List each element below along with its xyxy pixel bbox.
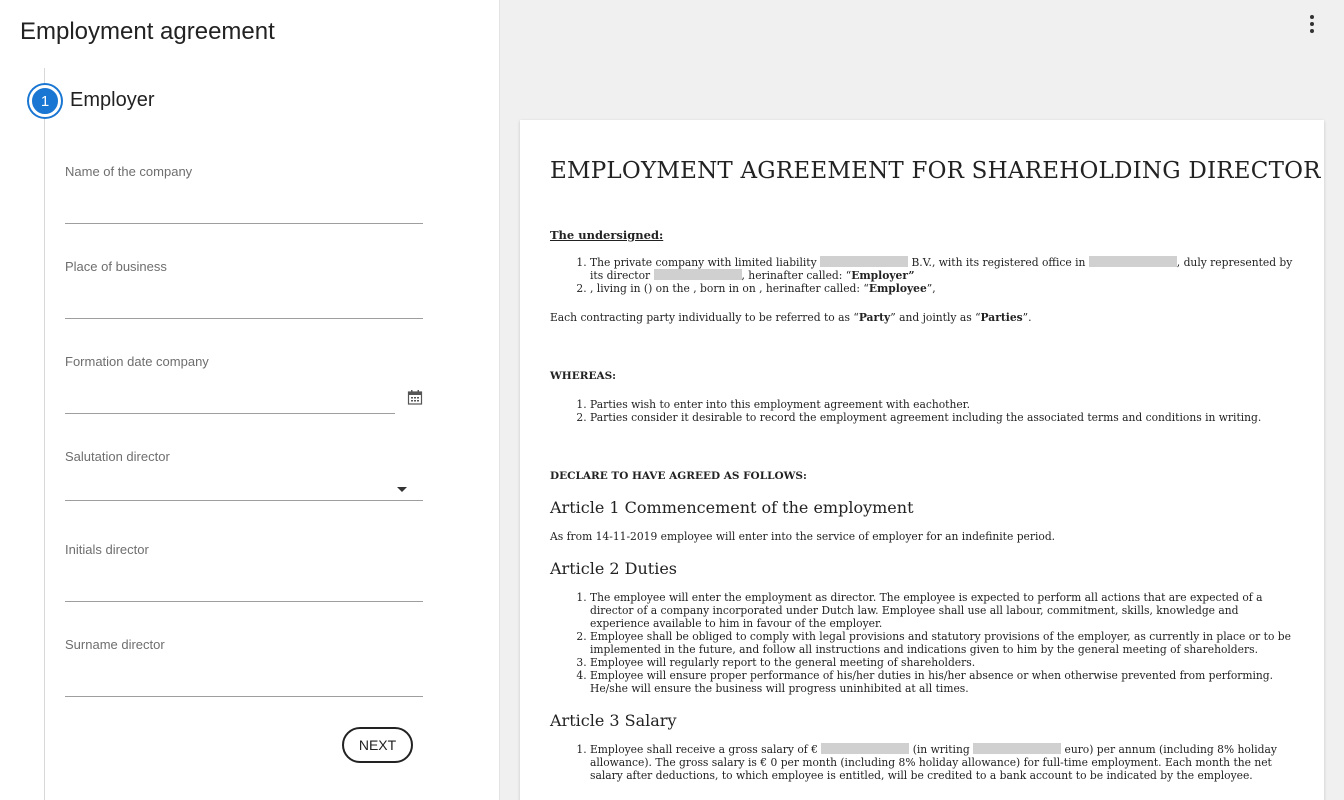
initials-field: [65, 542, 423, 557]
salutation-label: Salutation director: [65, 449, 170, 464]
form-panel: [0, 0, 500, 800]
redacted-director: [654, 269, 742, 280]
party1-text-c: , duly represented by its director: [590, 256, 1293, 282]
party2-text-a: , living in () on the , born in on , herinafter called: “: [590, 282, 869, 295]
formation-date-label: Formation date company: [65, 354, 209, 369]
place-of-business-input[interactable]: [65, 291, 423, 319]
surname-input[interactable]: [65, 669, 423, 697]
more-vert-icon[interactable]: [1308, 14, 1316, 34]
document-body: [550, 158, 1321, 782]
parties-definition: [550, 311, 1296, 324]
article-3-title: Article 3 Salary: [550, 711, 677, 730]
whereas-list: [550, 398, 1296, 424]
document-preview-panel: [500, 0, 1344, 800]
surname-field: [65, 637, 423, 652]
redacted-office: [1089, 256, 1177, 267]
salary-text-a: Employee shall receive a gross salary of €: [590, 743, 822, 756]
place-of-business-label: Place of business: [65, 259, 167, 274]
formation-date-field: [65, 354, 423, 369]
document-page: [520, 120, 1324, 800]
article-2-item: 4. Employee will ensure proper performance of his/her duties in his/her absence or when otherwise prevented from performing. He/she will ensure the business will progress uninhibited at all times.: [590, 669, 1296, 695]
redacted-salary-words: [973, 743, 1061, 754]
party1-text-b: B.V., with its registered office in: [908, 256, 1089, 269]
article-2-item: 1. The employee will enter the employment as director. The employee is expected to perform all actions that are expected of a director of a company incorporated under Dutch law. Employee shall use all labour, commitment, skills, knowledge and experience available to him in favour of the employer.: [590, 591, 1296, 630]
salutation-field: [65, 449, 423, 464]
parties-bold-parties: Parties: [980, 311, 1023, 324]
company-name-field: [65, 164, 423, 179]
redacted-company-name: [820, 256, 908, 267]
parties-text-a: Each contracting party individually to be referred to as “: [550, 311, 859, 324]
article-2-title: Article 2 Duties: [550, 559, 678, 578]
surname-label: Surname director: [65, 637, 165, 652]
page-title: Employment agreement: [20, 18, 275, 45]
initials-label: Initials director: [65, 542, 149, 557]
document-title: EMPLOYMENT AGREEMENT FOR SHAREHOLDING DIRECTOR: [550, 158, 1321, 184]
article-2-item: 2. Employee shall be obliged to comply with legal provisions and statutory provisions of the employer, as currently in place or to be implemented in the future, and follow all instructions and indications given to him by the general meeting of shareholders.: [590, 630, 1296, 656]
party1-bold: Employer: [851, 269, 909, 282]
party1-text-e: ”: [908, 269, 915, 282]
party1-text-a: The private company with limited liability: [590, 256, 821, 269]
salary-text-b: (in writing: [909, 743, 974, 756]
initials-input[interactable]: [65, 574, 423, 602]
article-1-text: As from 14-11-2019 employee will enter into the service of employer for an indefinite period.: [550, 530, 1056, 543]
company-name-input[interactable]: [65, 196, 423, 224]
article-1-title: Article 1 Commencement of the employment: [550, 498, 914, 517]
undersigned-heading: The undersigned:: [550, 228, 664, 242]
calendar-icon[interactable]: [407, 389, 423, 405]
salutation-select[interactable]: [65, 473, 423, 501]
article-3-item: [590, 743, 1296, 782]
party-employee: [590, 282, 1296, 295]
party2-text-b: ”,: [926, 282, 936, 295]
redacted-salary: [821, 743, 909, 754]
party-employer: [590, 256, 1296, 282]
parties-text-b: ” and jointly as “: [890, 311, 981, 324]
whereas-item: 1. Parties wish to enter into this employment agreement with eachother.: [590, 398, 1296, 411]
formation-date-input[interactable]: [65, 386, 395, 414]
article-2-list: [550, 591, 1296, 695]
party2-bold: Employee: [868, 282, 927, 295]
parties-text-c: ”.: [1022, 311, 1032, 324]
whereas-item: 2. Parties consider it desirable to record the employment agreement including the associated terms and conditions in writing.: [590, 411, 1296, 424]
parties-list: [550, 256, 1296, 295]
salary-text-c: euro) per annum (including 8% holiday allowance). The gross salary is € 0 per month (including 8% holiday allowance) for full-time employment. Each month the net salary after deductions, to which employee is entitled, will be credited to a bank account to be indicated by the employee.: [590, 743, 1277, 782]
article-3-list: [550, 743, 1296, 782]
chevron-down-icon: [397, 487, 407, 492]
article-2-item: 3. Employee will regularly report to the general meeting of shareholders.: [590, 656, 1296, 669]
next-button[interactable]: NEXT: [342, 727, 413, 763]
company-name-label: Name of the company: [65, 164, 193, 179]
place-of-business-field: [65, 259, 423, 274]
whereas-heading: WHEREAS:: [550, 370, 617, 382]
stepper-line: [44, 68, 45, 800]
step-title: Employer: [70, 89, 155, 111]
declare-heading: DECLARE TO HAVE AGREED AS FOLLOWS:: [550, 470, 807, 482]
step-indicator: 1: [29, 85, 61, 117]
party1-text-d: , herinafter called: “: [741, 269, 852, 282]
parties-bold-party: Party: [858, 311, 891, 324]
